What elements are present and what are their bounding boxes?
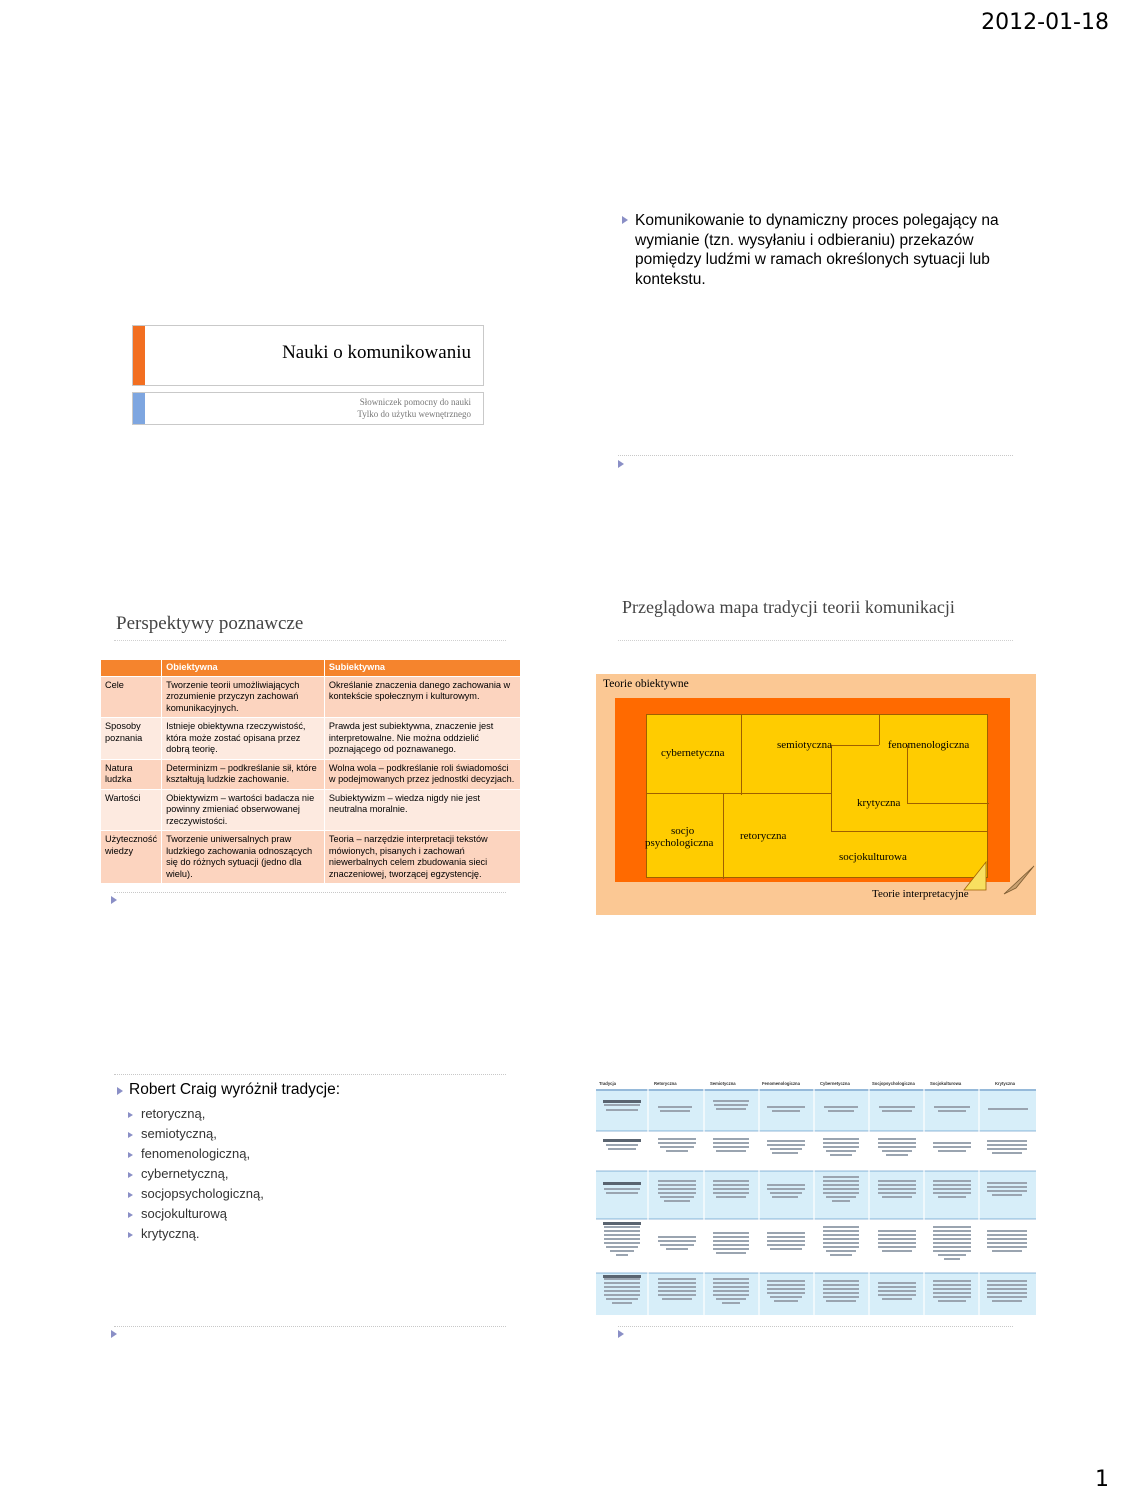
map-region-phenomenological: fenomenologiczna bbox=[888, 739, 970, 751]
map-yellow-area bbox=[646, 714, 988, 878]
list-item: retoryczną, bbox=[128, 1104, 264, 1124]
slide2-definition: Komunikowanie to dynamiczny proces polegający na wymianie (tzn. wysyłaniu i odbieraniu) przekazów pomiędzy ludźmi w ramach określonych sytuacji lub kontekstu. bbox=[635, 212, 999, 288]
bullet-icon bbox=[128, 1192, 133, 1198]
table-column-header: Cybernetyczna bbox=[820, 1081, 850, 1086]
subtitle-accent-bar bbox=[133, 393, 145, 424]
table-cell: Użyteczność wiedzy bbox=[101, 831, 162, 884]
page-date: 2012-01-18 bbox=[981, 10, 1109, 35]
bullet-icon bbox=[128, 1132, 133, 1138]
table-cell: Teoria – narzędzie interpretacji tekstów mówionych, pisanych i zachowań niewerbalnych celem zbudowania sieci znaczeniowej, tworzącej egzystencję. bbox=[324, 831, 520, 884]
table-row bbox=[101, 789, 520, 831]
slide5-main-text: Robert Craig wyróżnił tradycje: bbox=[129, 1081, 341, 1098]
table-row bbox=[101, 718, 520, 760]
slide5-top-rule bbox=[114, 1074, 506, 1075]
bullet-icon bbox=[618, 1330, 624, 1338]
map-orange-frame bbox=[615, 698, 1010, 882]
table-cell: Sposoby poznania bbox=[101, 718, 162, 760]
bullet-icon bbox=[117, 1087, 123, 1095]
table-column-header: Krytyczna bbox=[995, 1081, 1016, 1086]
table-column-header: Fenomenologiczna bbox=[762, 1081, 800, 1086]
map-region-cybernetic: cybernetyczna bbox=[661, 747, 725, 759]
slide1-title: Nauki o komunikowaniu bbox=[282, 342, 471, 363]
map-region-rhetorical: retoryczna bbox=[740, 830, 787, 842]
slide1-subtitle-line1: Słowniczek pomocny do nauki bbox=[359, 397, 471, 407]
bullet-icon bbox=[111, 896, 117, 904]
slide3-divider bbox=[114, 892, 506, 893]
table-column-header: Socjopsychologiczna bbox=[872, 1081, 915, 1086]
outer-label: Teorie obiektywne bbox=[603, 678, 689, 690]
list-item: krytyczną. bbox=[128, 1224, 264, 1244]
table-cell: Wolna wola – podkreślanie roli świadomości w podejmowanych przez jednostki decyzjach. bbox=[324, 759, 520, 789]
slide4-title: Przeglądowa mapa tradycji teorii komunikacji bbox=[622, 597, 955, 617]
table-cell: Określanie znaczenia danego zachowania w kontekście społecznym i kulturowym. bbox=[324, 676, 520, 718]
table-column-header: Tradycja bbox=[599, 1081, 616, 1086]
table-cell: Natura ludzka bbox=[101, 759, 162, 789]
table-cell: Cele bbox=[101, 676, 162, 718]
table-cell: Prawda jest subiektywna, znaczenie jest interpretowalne. Nie można oddzielić poznającego od poznawanego. bbox=[324, 718, 520, 760]
perspectives-table bbox=[101, 660, 520, 883]
slide3-title: Perspektywy poznawcze bbox=[116, 613, 304, 634]
slide2-divider bbox=[618, 455, 1013, 456]
bullet-icon bbox=[622, 216, 628, 224]
table-cell: Tworzenie teorii umożliwiających zrozumienie przyczyn zachowań komunikacyjnych. bbox=[162, 676, 325, 718]
traditions-detail-table bbox=[596, 1076, 1036, 1315]
slide6-divider bbox=[618, 1326, 1013, 1327]
bullet-icon bbox=[128, 1212, 133, 1218]
slide4-title-rule bbox=[618, 640, 1013, 641]
table-row bbox=[101, 831, 520, 884]
list-item: fenomenologiczną, bbox=[128, 1144, 264, 1164]
list-item: cybernetyczną, bbox=[128, 1164, 264, 1184]
table-row bbox=[101, 759, 520, 789]
table-column-header: Socjokulturowa bbox=[930, 1081, 962, 1086]
page-number: 1 bbox=[1095, 1467, 1109, 1492]
slide1-subtitle-line2: Tylko do użytku wewnętrznego bbox=[357, 409, 471, 419]
map-region-semiotic: semiotyczna bbox=[777, 739, 832, 751]
map-region-sociocultural: socjokulturowa bbox=[839, 851, 907, 863]
map-region-sociopsych-2: psychologiczna bbox=[645, 837, 714, 849]
table-column-header: Semiotyczna bbox=[710, 1081, 736, 1086]
slide3-title-rule bbox=[114, 640, 506, 641]
bullet-icon bbox=[128, 1152, 133, 1158]
traditions-list bbox=[128, 1104, 264, 1244]
table-header-row bbox=[101, 660, 520, 676]
table-header-cell: Subiektywna bbox=[324, 660, 520, 676]
list-item: socjokulturową bbox=[128, 1204, 264, 1224]
bullet-icon bbox=[128, 1112, 133, 1118]
table-header-cell bbox=[101, 660, 162, 676]
list-item: socjopsychologiczną, bbox=[128, 1184, 264, 1204]
table-header-cell: Obiektywna bbox=[162, 660, 325, 676]
bullet-icon bbox=[128, 1232, 133, 1238]
slide5-divider bbox=[114, 1326, 506, 1327]
inner-label: Teorie interpretacyjne bbox=[872, 888, 969, 900]
map-region-critical: krytyczna bbox=[857, 797, 901, 809]
bullet-icon bbox=[128, 1172, 133, 1178]
bullet-icon bbox=[111, 1330, 117, 1338]
list-item: semiotyczną, bbox=[128, 1124, 264, 1144]
table-cell: Obiektywizm – wartości badacza nie powinny zmieniać obserwowanej rzeczywistości. bbox=[162, 789, 325, 831]
title-accent-bar bbox=[133, 326, 145, 385]
traditions-map bbox=[596, 674, 1036, 915]
slide1-title-box bbox=[132, 325, 484, 386]
table-cell: Subiektywizm – wiedza nigdy nie jest neutralna moralnie. bbox=[324, 789, 520, 831]
table-cell: Tworzenie uniwersalnych praw ludzkiego zachowania odnoszących się do różnych sytuacji (jedno dla wielu). bbox=[162, 831, 325, 884]
table-cell: Wartości bbox=[101, 789, 162, 831]
map-region-sociopsych-1: socjo bbox=[671, 825, 695, 837]
table-cell: Istnieje obiektywna rzeczywistość, która może zostać opisana przez dobrą teorię. bbox=[162, 718, 325, 760]
table-column-header: Retoryczna bbox=[654, 1081, 677, 1086]
page-curl-icon bbox=[956, 854, 1036, 914]
table-cell: Determinizm – podkreślanie sił, które kształtują ludzkie zachowanie. bbox=[162, 759, 325, 789]
slide1-subtitle-box bbox=[132, 392, 484, 425]
table-row bbox=[101, 676, 520, 718]
bullet-icon bbox=[618, 460, 624, 468]
